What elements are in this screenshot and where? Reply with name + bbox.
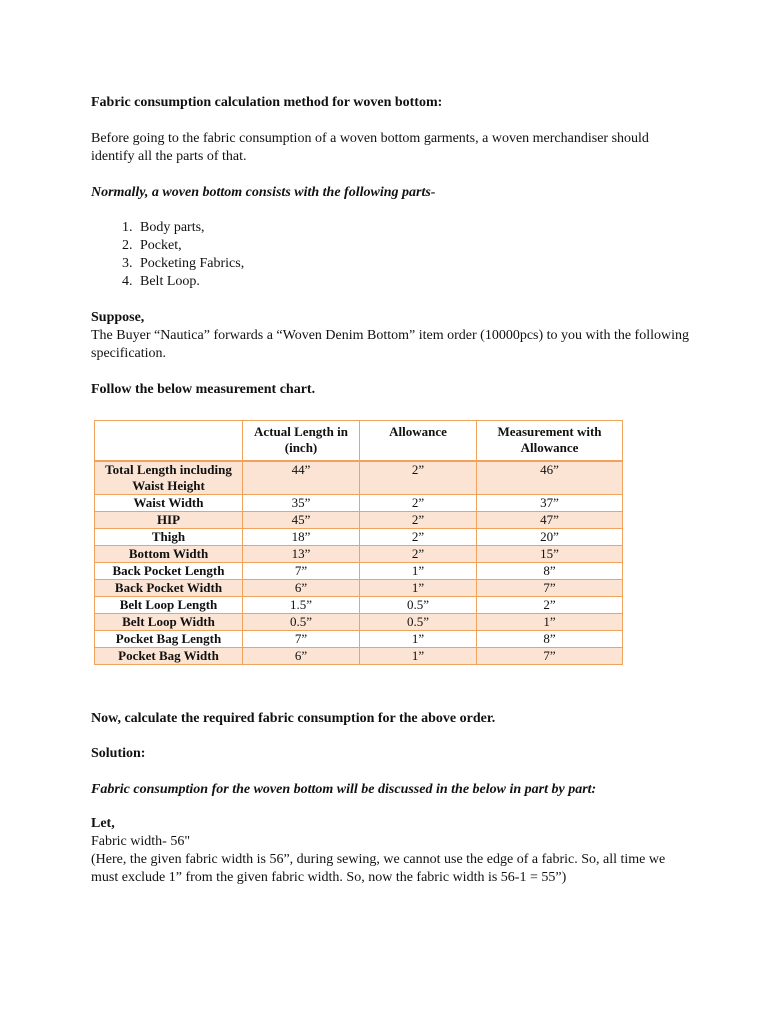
fabric-note-text: (Here, the given fabric width is 56”, during sewing, we cannot use the edge of a fabric. So, all time we must exclude 1” from the given fabric width. So, now the fabric width is 56-1 = 55”)	[91, 852, 666, 885]
table-row	[95, 597, 623, 614]
table-row	[95, 546, 623, 563]
allowance-cell: 1”	[360, 563, 477, 580]
table-row	[95, 512, 623, 529]
table-row	[95, 461, 623, 495]
allowance-cell: 2”	[360, 529, 477, 546]
with-allowance-cell: 1”	[477, 614, 623, 631]
parts-list	[91, 219, 691, 291]
row-label: Belt Loop Width	[95, 614, 243, 631]
actual-cell: 45”	[243, 512, 360, 529]
solution-block	[91, 745, 691, 763]
list-item: 4. Belt Loop.	[136, 273, 691, 291]
with-allowance-cell: 2”	[477, 597, 623, 614]
discussion-heading: Fabric consumption for the woven bottom will be discussed in the below in part by part:	[91, 782, 597, 797]
actual-cell: 6”	[243, 580, 360, 597]
actual-cell: 7”	[243, 631, 360, 648]
intro-text: Before going to the fabric consumption of a woven bottom garments, a woven merchandiser should identify all the parts of that.	[91, 131, 649, 164]
table-row	[95, 563, 623, 580]
fabric-width-text: Fabric width- 56"	[91, 834, 191, 849]
calc-heading: Now, calculate the required fabric consumption for the above order.	[91, 711, 496, 726]
solution-label: Solution:	[91, 746, 146, 761]
allowance-cell: 2”	[360, 495, 477, 512]
chart-heading-block	[91, 381, 691, 399]
let-block	[91, 815, 671, 887]
parts-list-block	[91, 219, 691, 291]
row-label: Pocket Bag Length	[95, 631, 243, 648]
allowance-cell: 0.5”	[360, 597, 477, 614]
row-label: Bottom Width	[95, 546, 243, 563]
row-label: Back Pocket Length	[95, 563, 243, 580]
table-header-cell: Allowance	[360, 421, 477, 462]
suppose-block	[91, 309, 691, 363]
table-row	[95, 614, 623, 631]
discussion-heading-block	[91, 781, 691, 799]
table-header-cell	[95, 421, 243, 462]
with-allowance-cell: 7”	[477, 648, 623, 665]
with-allowance-cell: 7”	[477, 580, 623, 597]
suppose-label: Suppose,	[91, 310, 145, 325]
chart-heading: Follow the below measurement chart.	[91, 382, 316, 397]
table-row	[95, 580, 623, 597]
allowance-cell: 2”	[360, 461, 477, 495]
row-label: Pocket Bag Width	[95, 648, 243, 665]
with-allowance-cell: 20”	[477, 529, 623, 546]
actual-cell: 7”	[243, 563, 360, 580]
with-allowance-cell: 47”	[477, 512, 623, 529]
row-label: Waist Width	[95, 495, 243, 512]
document-heading-block	[91, 94, 691, 112]
measurement-table	[94, 420, 623, 665]
allowance-cell: 0.5”	[360, 614, 477, 631]
allowance-cell: 1”	[360, 631, 477, 648]
with-allowance-cell: 8”	[477, 563, 623, 580]
allowance-cell: 2”	[360, 512, 477, 529]
with-allowance-cell: 15”	[477, 546, 623, 563]
actual-cell: 13”	[243, 546, 360, 563]
actual-cell: 6”	[243, 648, 360, 665]
row-label: Belt Loop Length	[95, 597, 243, 614]
let-label: Let,	[91, 816, 115, 831]
suppose-text: The Buyer “Nautica” forwards a “Woven Denim Bottom” item order (10000pcs) to you with the following specification.	[91, 328, 689, 361]
row-label: HIP	[95, 512, 243, 529]
allowance-cell: 2”	[360, 546, 477, 563]
intro-paragraph	[91, 130, 691, 166]
actual-cell: 0.5”	[243, 614, 360, 631]
actual-cell: 44”	[243, 461, 360, 495]
list-item: 3. Pocketing Fabrics,	[136, 255, 691, 273]
with-allowance-cell: 8”	[477, 631, 623, 648]
table-header-cell: Actual Length in (inch)	[243, 421, 360, 462]
parts-heading-block	[91, 184, 691, 202]
actual-cell: 35”	[243, 495, 360, 512]
row-label: Total Length including Waist Height	[95, 461, 243, 495]
row-label: Thigh	[95, 529, 243, 546]
table-row	[95, 529, 623, 546]
calc-heading-block	[91, 710, 691, 728]
table-header-cell: Measurement with Allowance	[477, 421, 623, 462]
row-label: Back Pocket Width	[95, 580, 243, 597]
with-allowance-cell: 37”	[477, 495, 623, 512]
with-allowance-cell: 46”	[477, 461, 623, 495]
parts-heading: Normally, a woven bottom consists with the following parts-	[91, 185, 436, 200]
list-item: 1. Body parts,	[136, 219, 691, 237]
actual-cell: 1.5”	[243, 597, 360, 614]
document-heading: Fabric consumption calculation method for woven bottom:	[91, 95, 443, 110]
allowance-cell: 1”	[360, 648, 477, 665]
actual-cell: 18”	[243, 529, 360, 546]
list-item: 2. Pocket,	[136, 237, 691, 255]
table-row	[95, 631, 623, 648]
table-row	[95, 495, 623, 512]
allowance-cell: 1”	[360, 580, 477, 597]
table-row	[95, 648, 623, 665]
table-header-row	[95, 421, 623, 462]
